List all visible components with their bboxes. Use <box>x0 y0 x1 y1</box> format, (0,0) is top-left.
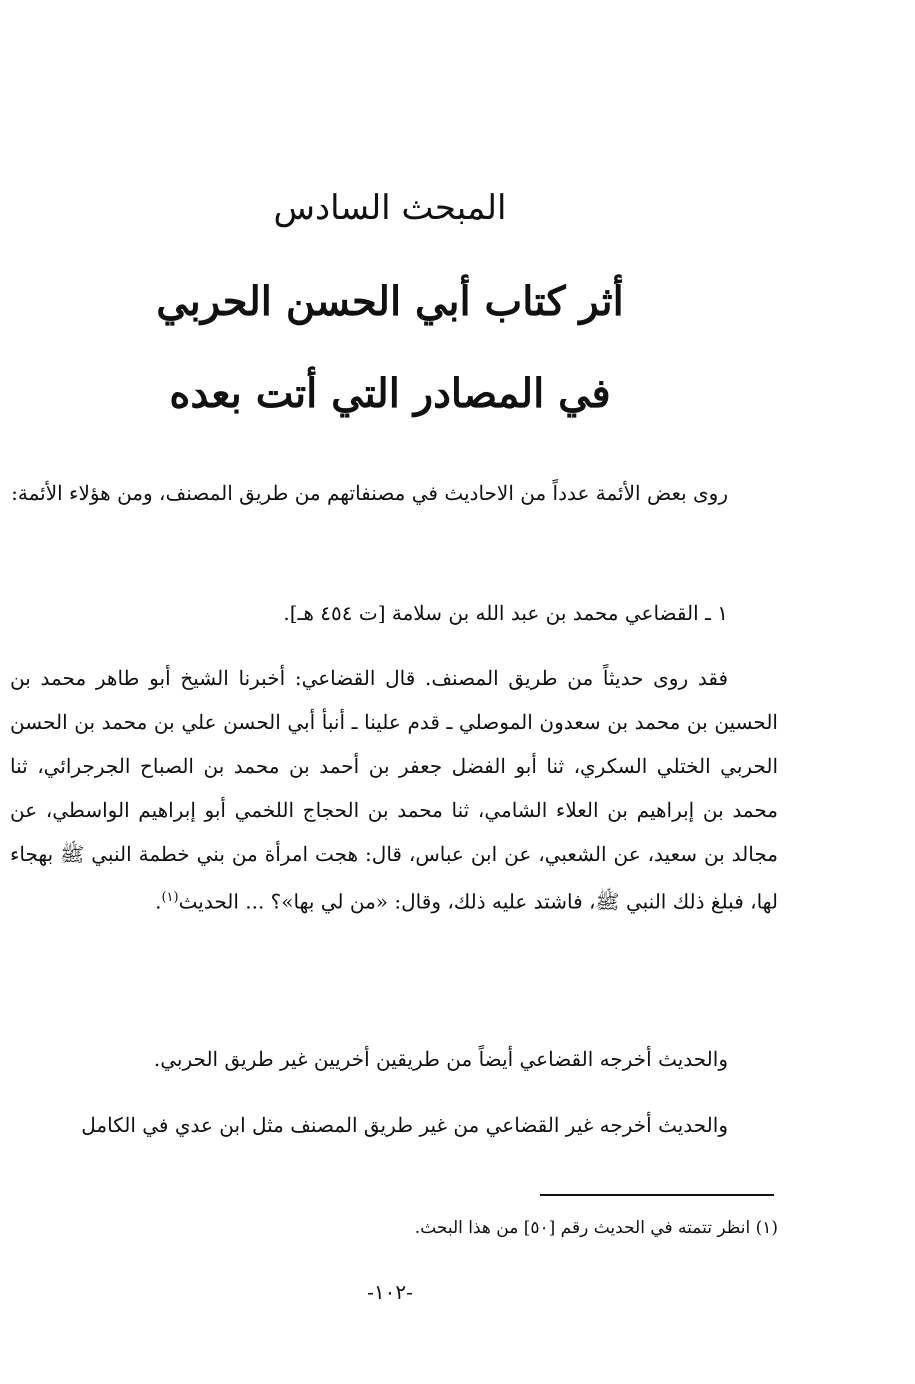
chapter-title-line-1: أثر كتاب أبي الحسن الحربي <box>156 278 624 325</box>
section-label: المبحث السادس <box>273 188 507 228</box>
also-paragraph: والحديث أخرجه القضاعي أيضاً من طريقين أخريين غير طريق الحربي. <box>153 1047 728 1071</box>
hadith-end: . <box>155 889 162 914</box>
hadith-paragraph <box>10 656 778 924</box>
hadith-text: فقد روى حديثاً من طريق المصنف. قال القضاعي: أخبرنا الشيخ أبو طاهر محمد بن الحسين بن محمد بن سعدون الموصلي ـ قدم علينا ـ أنبأ أبي الحسن علي بن محمد بن الحسن الحربي الختلي السكري، ثنا أبو الفضل جعفر بن أحمد بن محمد بن الصباح الجرجرائي، ثنا محمد بن إبراهيم بن العلاء الشامي، ثنا محمد بن الحجاج اللخمي أبو إبراهيم الواسطي، عن مجالد بن سعيد، عن الشعبي، عن ابن عباس، قال: هجت امرأة من بني خطمة النبي ﷺ بهجاء لها، فبلغ ذلك النبي ﷺ، فاشتد عليه ذلك، وقال: «من لي بها»؟ ... الحديث <box>10 666 779 914</box>
intro-paragraph: روى بعض الأئمة عدداً من الاحاديث في مصنفاتهم من طريق المصنف، ومن هؤلاء الأئمة: <box>11 481 728 505</box>
chapter-title-line-2: في المصادر التي أتت بعده <box>169 370 611 417</box>
page-number: -١٠٢- <box>367 1280 413 1304</box>
footnote-marker: (١) <box>161 890 179 905</box>
footnote-text: (١) انظر تتمته في الحديث رقم [٥٠] من هذا البحث. <box>414 1218 778 1238</box>
other-paragraph: والحديث أخرجه غير القضاعي من غير طريق المصنف مثل ابن عدي في الكامل <box>81 1113 728 1137</box>
list-item-1: ١ ـ القضاعي محمد بن عبد الله بن سلامة [ت ٤٥٤ هـ]. <box>283 601 728 625</box>
footnote-divider <box>540 1194 774 1196</box>
